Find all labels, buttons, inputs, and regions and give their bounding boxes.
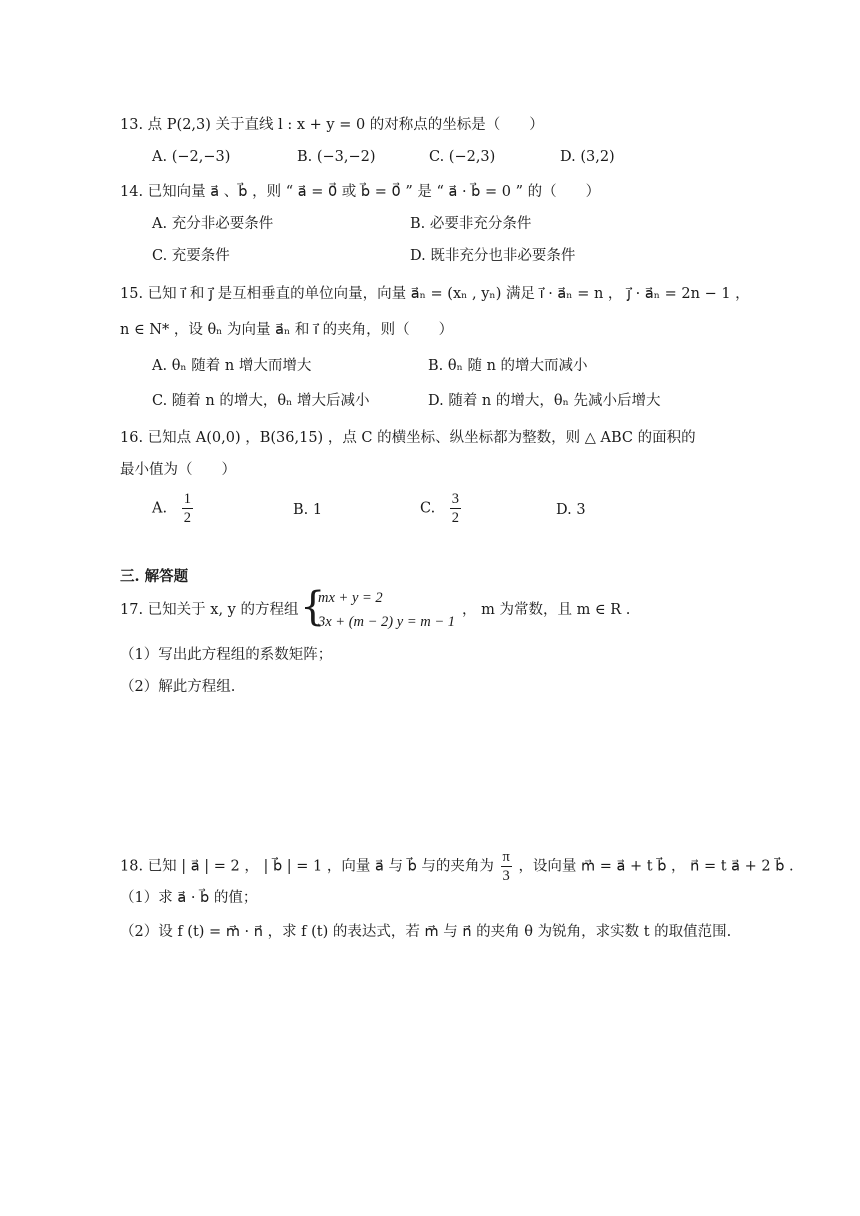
q13-option-a: A. (−2,−3): [152, 149, 231, 165]
q17-part1: （1）写出此方程组的系数矩阵；: [120, 647, 333, 663]
q13-stem: 13. 点 P(2,3) 关于直线 l : x + y = 0 的对称点的坐标是（ ）: [120, 117, 544, 133]
q17-equation-1: mx + y = 2: [318, 590, 383, 606]
q16-option-a: [152, 490, 193, 527]
system-brace: {: [300, 584, 326, 630]
q18-fraction-denominator: 3: [502, 868, 510, 884]
q18-prefix: 18. 已知 | a⃗ | = 2 ， | b⃗ | = 1 ，向量 a⃗ 与 b⃗ 与的夹角为: [120, 858, 494, 875]
q15-option-c: C. 随着 n 的增大，θₙ 增大后减小: [152, 393, 370, 409]
q16-option-b: B. 1: [293, 502, 323, 518]
q14-option-d: D. 既非充分也非必要条件: [410, 248, 576, 264]
q16-option-a-numerator: 1: [183, 491, 191, 507]
q18-angle-fraction: [501, 848, 512, 885]
q16-option-c-fraction: [450, 490, 461, 527]
q15-option-d: D. 随着 n 的增大，θₙ 先减小后增大: [428, 393, 661, 409]
q16-option-d: D. 3: [556, 502, 586, 518]
q15-stem-line1: 15. 已知 i⃗ 和 j⃗ 是互相垂直的单位向量，向量 a⃗ₙ = (xₙ , yₙ) 满足 i⃗ · a⃗ₙ = n ， j⃗ · a⃗ₙ = 2n − 1 ，: [120, 286, 750, 302]
q14-option-c: C. 充要条件: [152, 248, 230, 264]
q18-part2: （2）设 f (t) = m⃗ · n⃗ ，求 f (t) 的表达式，若 m⃗ 与 n⃗ 的夹角 θ 为锐角，求实数 t 的取值范围.: [120, 924, 732, 940]
q17-prefix: 17. 已知关于 x, y 的方程组: [120, 602, 299, 618]
q14-stem: 14. 已知向量 a⃗ 、b⃗ ，则 “ a⃗ = 0⃗ 或 b⃗ = 0⃗ ” 是 “ a⃗ · b⃗ = 0 ” 的（ ）: [120, 184, 601, 200]
q14-option-b: B. 必要非充分条件: [410, 216, 532, 232]
q15-stem-line2: n ∈ N* ，设 θₙ 为向量 a⃗ₙ 和 i⃗ 的夹角，则（ ）: [120, 322, 454, 338]
q13-option-d: D. (3,2): [560, 149, 615, 165]
q16-option-a-fraction: [182, 490, 193, 527]
q13-option-c: C. (−2,3): [429, 149, 496, 165]
q15-option-a: A. θₙ 随着 n 增大而增大: [152, 358, 312, 374]
q16-option-c-numerator: 3: [451, 491, 460, 507]
q16-option-a-label: A.: [152, 500, 168, 517]
q17-equation-2: 3x + (m − 2) y = m − 1: [318, 614, 455, 630]
q16-option-c: [420, 490, 461, 527]
q18-suffix: ，设向量 m⃗ = a⃗ + t b⃗ ， n⃗ = t a⃗ + 2 b⃗ .: [518, 858, 794, 875]
section-heading: 三. 解答题: [120, 568, 189, 585]
q16-option-c-label: C.: [420, 500, 436, 517]
q18-part1: （1）求 a⃗ · b⃗ 的值；: [120, 890, 258, 906]
q13-option-b: B. (−3,−2): [297, 149, 376, 165]
q17-suffix: ， m 为常数，且 m ∈ R .: [462, 602, 631, 618]
q18-fraction-numerator: π: [502, 849, 510, 865]
q16-stem-line1: 16. 已知点 A(0,0) ，B(36,15) ，点 C 的横坐标、纵坐标都为整数，则 △ ABC 的面积的: [120, 430, 696, 446]
q16-option-c-denominator: 2: [451, 510, 460, 526]
q14-option-a: A. 充分非必要条件: [152, 216, 274, 232]
q16-stem-line2: 最小值为（ ）: [120, 462, 236, 478]
q16-option-a-denominator: 2: [183, 510, 191, 526]
q18-stem: [120, 848, 794, 885]
q15-option-b: B. θₙ 随 n 的增大而减小: [428, 358, 588, 374]
q17-part2: （2）解此方程组.: [120, 679, 236, 695]
